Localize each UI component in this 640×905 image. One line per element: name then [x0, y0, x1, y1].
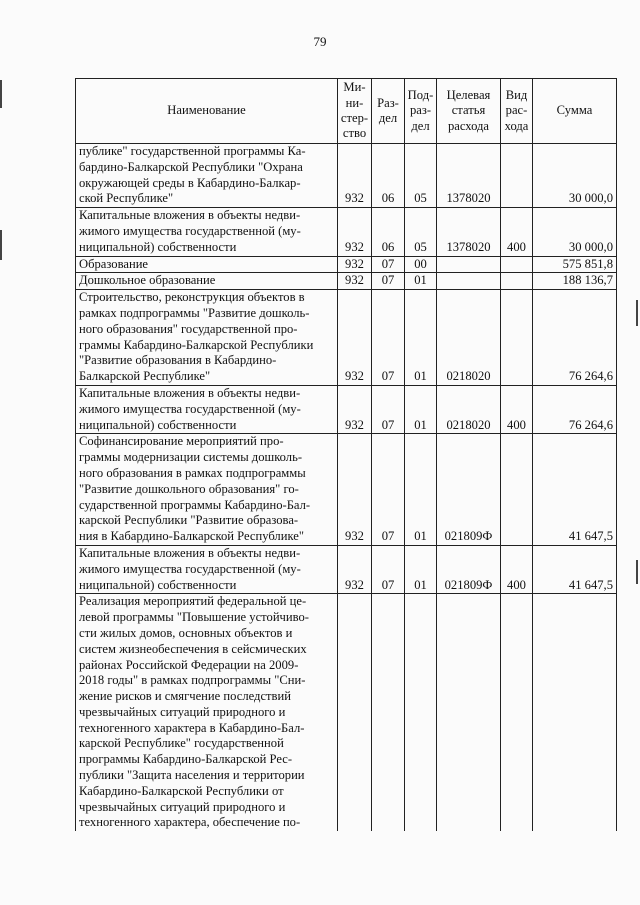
page-number: 79 [313, 34, 327, 49]
table-header-row [76, 79, 617, 144]
row-sum: 30 000,0 [533, 208, 617, 256]
table-row [76, 273, 617, 290]
scan-edge-mark [0, 80, 2, 108]
row-sum: 76 264,6 [533, 385, 617, 433]
row-sum: 575 851,8 [533, 256, 617, 273]
row-section: 07 [372, 290, 405, 386]
row-section: 07 [372, 256, 405, 273]
row-sum: 41 647,5 [533, 545, 617, 593]
row-target-article: 1378020 [437, 144, 501, 208]
scan-edge-mark [0, 230, 2, 260]
table-row [76, 434, 617, 546]
table-row [76, 144, 617, 208]
table-row [76, 594, 617, 831]
row-subsection: 01 [405, 273, 437, 290]
row-expense-type [501, 290, 533, 386]
header-subsection: Под- раз- дел [405, 79, 437, 144]
row-sum: 188 136,7 [533, 273, 617, 290]
row-name: Реализация мероприятий федеральной це- левой программы "Повышение устойчиво- сти жилых домов, основных объектов и систем жизнеобеспечения в сейсмических районах Российской Федерации на 2009- 2018 годы" в рамках подпрограммы "Сни- жение рисков и смягчение последствий чрезвычайных ситуаций природного и техногенного характера в Кабардино-Бал- карской Республике" государственной программы Кабардино-Балкарской Рес- публики "Защита населения и территории Кабардино-Балкарской Республики от чрезвычайных ситуаций природного и техногенного характера, обеспечение по- [76, 594, 338, 831]
row-ministry [338, 594, 372, 831]
row-section: 07 [372, 434, 405, 546]
row-name: Капитальные вложения в объекты недви- жимого имущества государственной (му- ниципальной) собственности [76, 385, 338, 433]
header-sum: Сумма [533, 79, 617, 144]
row-ministry: 932 [338, 256, 372, 273]
row-subsection [405, 594, 437, 831]
row-subsection: 01 [405, 434, 437, 546]
row-subsection: 01 [405, 290, 437, 386]
row-ministry: 932 [338, 208, 372, 256]
row-name: Капитальные вложения в объекты недви- жимого имущества государственной (му- ниципальной) собственности [76, 208, 338, 256]
row-ministry: 932 [338, 144, 372, 208]
scan-edge-mark [636, 300, 638, 326]
row-target-article [437, 594, 501, 831]
row-subsection: 00 [405, 256, 437, 273]
row-target-article: 021809Ф [437, 434, 501, 546]
row-ministry: 932 [338, 290, 372, 386]
header-expense-type: Вид рас- хода [501, 79, 533, 144]
row-ministry: 932 [338, 273, 372, 290]
row-name: Дошкольное образование [76, 273, 338, 290]
row-expense-type [501, 434, 533, 546]
row-target-article [437, 273, 501, 290]
row-target-article: 0218020 [437, 385, 501, 433]
table-row [76, 256, 617, 273]
row-ministry: 932 [338, 545, 372, 593]
table-row [76, 290, 617, 386]
row-expense-type [501, 273, 533, 290]
row-target-article: 0218020 [437, 290, 501, 386]
row-section: 07 [372, 385, 405, 433]
row-name: Образование [76, 256, 338, 273]
row-subsection: 01 [405, 385, 437, 433]
row-target-article: 1378020 [437, 208, 501, 256]
row-subsection: 01 [405, 545, 437, 593]
header-target-article: Целевая статья расхода [437, 79, 501, 144]
row-section: 06 [372, 208, 405, 256]
row-section: 06 [372, 144, 405, 208]
row-name: Капитальные вложения в объекты недви- жимого имущества государственной (му- ниципальной) собственности [76, 545, 338, 593]
row-expense-type: 400 [501, 545, 533, 593]
row-expense-type [501, 144, 533, 208]
row-section [372, 594, 405, 831]
row-expense-type [501, 594, 533, 831]
row-ministry: 932 [338, 385, 372, 433]
header-section: Раз- дел [372, 79, 405, 144]
row-section: 07 [372, 273, 405, 290]
scan-edge-mark [636, 560, 638, 584]
table-row [76, 545, 617, 593]
header-ministry: Ми- ни- стер- ство [338, 79, 372, 144]
row-name: Софинансирование мероприятий про- граммы модернизации системы дошколь- ного образования в рамках подпрограммы "Развитие дошкольного образования" го- сударственной программы Кабардино-Бал- карской Республики "Развитие образова- ния в Кабардино-Балкарской Республике" [76, 434, 338, 546]
row-target-article [437, 256, 501, 273]
row-subsection: 05 [405, 144, 437, 208]
budget-table [75, 78, 617, 831]
row-section: 07 [372, 545, 405, 593]
row-target-article: 021809Ф [437, 545, 501, 593]
row-expense-type: 400 [501, 385, 533, 433]
row-expense-type [501, 256, 533, 273]
row-ministry: 932 [338, 434, 372, 546]
header-name: Наименование [76, 79, 338, 144]
row-sum: 30 000,0 [533, 144, 617, 208]
row-name: Строительство, реконструкция объектов в рамках подпрограммы "Развитие дошколь- ного образования" государственной про- граммы Кабардино-Балкарской Республики "Развитие образования в Кабардино- Балкарской Республике" [76, 290, 338, 386]
table-row [76, 208, 617, 256]
table-row [76, 385, 617, 433]
row-expense-type: 400 [501, 208, 533, 256]
row-sum: 76 264,6 [533, 290, 617, 386]
row-sum: 41 647,5 [533, 434, 617, 546]
row-name: публике" государственной программы Ка- бардино-Балкарской Республики "Охрана окружающей среды в Кабардино-Балкар- ской Республике" [76, 144, 338, 208]
row-subsection: 05 [405, 208, 437, 256]
row-sum [533, 594, 617, 831]
